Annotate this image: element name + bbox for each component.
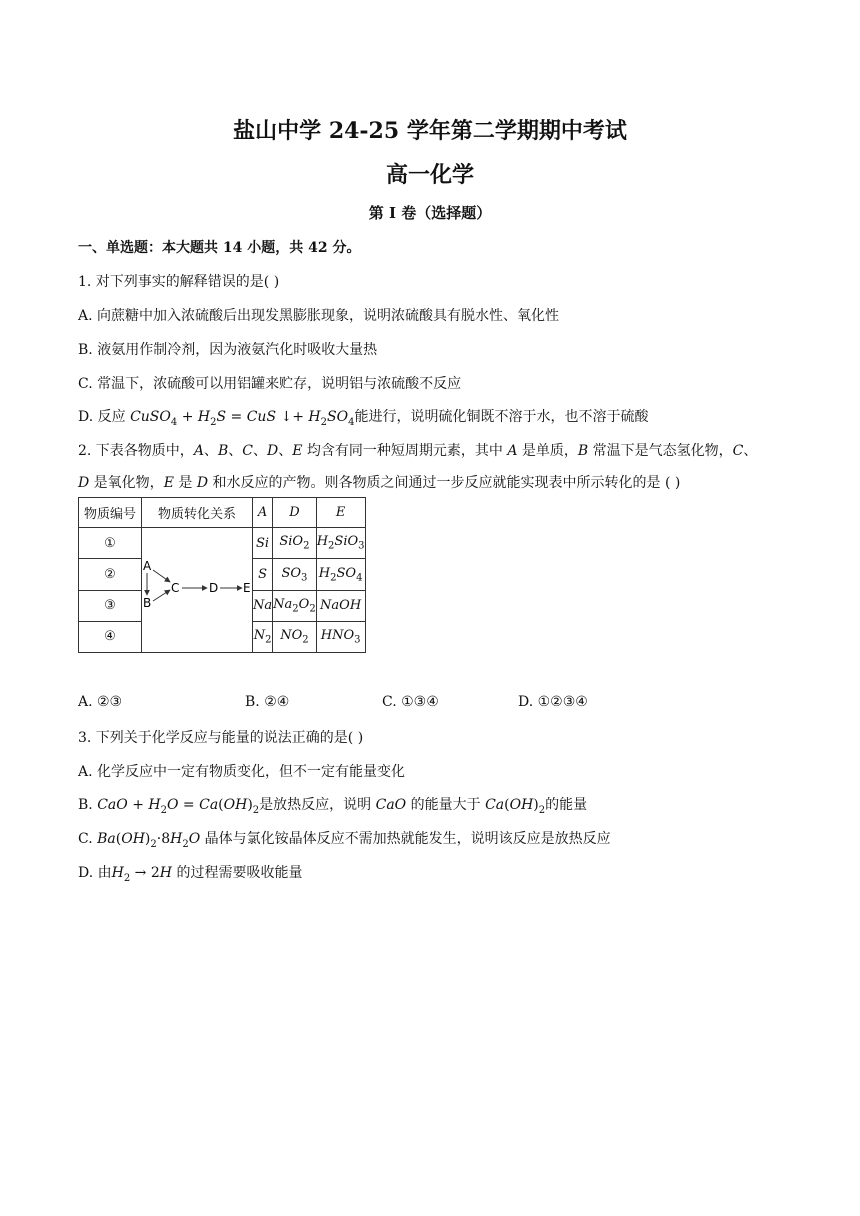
q2-stem-line2: D 是氧化物，E 是 D 和水反应的产物。则各物质之间通过一步反应就能实现表中所示转化的是 ( ): [78, 475, 681, 491]
exam-title: 盐山中学 24-25 学年第二学期期中考试: [233, 118, 627, 144]
diagram-b: B: [143, 596, 152, 610]
arrow-a-c: [153, 570, 170, 582]
q2-l1-mid2: 是单质，: [517, 443, 578, 459]
q2-l2-suffix: 和水反应的产物。则各物质之间通过一步反应就能实现表中所示转化的是 ( ): [208, 475, 681, 491]
q2-l2-mid: 是氧化物，: [89, 475, 164, 491]
header-id: 物质编号: [79, 498, 142, 528]
q3-option-c: C. $Ba(OH)_2\cdot 8H_2O$ 晶体与氯化铵晶体反应不需加热就能发生，说明该反应是放热反应: [78, 831, 611, 850]
volume-title: 第 I 卷（选择题）: [368, 204, 492, 222]
diagram-c: C: [171, 581, 180, 595]
row-a: Na: [253, 590, 273, 621]
q3-d-prefix: D. 由: [78, 865, 112, 881]
row-d: $SO_3$: [273, 559, 317, 590]
q2-l1-suffix: 常温下是气态氢化物，: [588, 443, 733, 459]
row-e: $HNO_3$: [316, 621, 365, 652]
q3-option-d: D. 由$H_2 \to 2H$ 的过程需要吸收能量: [78, 865, 303, 884]
row-e: $H_2SiO_3$: [316, 528, 365, 559]
row-d: $NO_2$: [273, 621, 317, 652]
q3-b-suffix: 的能量: [545, 797, 588, 813]
q2-option-b: B. ②④: [245, 694, 290, 710]
q2-l1-middle: 均含有同一种短周期元素，其中: [302, 443, 508, 459]
row-e: NaOH: [316, 590, 365, 621]
q3-c-suffix: 晶体与氯化铵晶体反应不需加热就能发生，说明该反应是放热反应: [200, 831, 611, 847]
q1-d-equation: CuSO$_4$ + $H_2S$ = CuS ↓+ $H_2SO_4$: [130, 409, 355, 428]
row-a: $N_2$: [253, 621, 273, 652]
section-heading: 一、单选题：本大题共 14 小题，共 42 分。: [78, 240, 361, 256]
diagram-d: D: [209, 581, 219, 595]
row-d: $Na_2O_2$: [273, 590, 317, 621]
q1-d-suffix: 能进行，说明硫化铜既不溶于水，也不溶于硫酸: [354, 409, 649, 425]
q2-l2-mid2: 是: [173, 475, 197, 491]
row-d: SiO$_2$: [273, 528, 317, 559]
row-a: S: [253, 559, 273, 590]
header-relation: 物质转化关系: [142, 498, 253, 528]
row-id: ②: [79, 559, 142, 590]
q2-option-d: D. ①②③④: [518, 694, 588, 710]
q2-stem-line1: 2. 下表各物质中，A、B、C、D、E 均含有同一种短周期元素，其中 A 是单质，B 常温下是气态氢化物，C、: [78, 443, 758, 459]
row-e: $H_2SO_4$: [316, 559, 365, 590]
q2-option-c: C. ①③④: [382, 694, 439, 710]
q1-d-prefix: D. 反应: [78, 409, 131, 425]
diagram-a: A: [143, 559, 152, 573]
arrow-b-c: [153, 590, 170, 601]
q1-option-a: A. 向蔗糖中加入浓硫酸后出现发黑膨胀现象，说明浓硫酸具有脱水性、氧化性: [78, 308, 560, 324]
header-a: A: [253, 498, 273, 528]
row-id: ③: [79, 590, 142, 621]
header-e: E: [316, 498, 365, 528]
q1-option-b: B. 液氨用作制冷剂，因为液氨汽化时吸收大量热: [78, 342, 378, 358]
q1-option-d: [78, 406, 648, 428]
q2-l1-prefix: 2. 下表各物质中，: [78, 443, 194, 459]
q2-option-a: A. ②③: [78, 694, 123, 710]
q3-b-mid1: 是放热反应，说明: [259, 797, 376, 813]
diagram-e: E: [243, 581, 251, 595]
table-header-row: [79, 498, 366, 528]
relation-diagram: [142, 528, 253, 653]
q3-d-suffix: 的过程需要吸收能量: [172, 865, 303, 881]
conversion-diagram: [142, 528, 252, 648]
q2-table: [78, 497, 366, 653]
q3-stem: 3. 下列关于化学反应与能量的说法正确的是( ): [78, 730, 364, 746]
q3-option-a: A. 化学反应中一定有物质变化，但不一定有能量变化: [78, 764, 406, 780]
q1-option-c: C. 常温下，浓硫酸可以用铝罐来贮存，说明铝与浓硫酸不反应: [78, 376, 462, 392]
row-a: Si: [253, 528, 273, 559]
header-d: D: [273, 498, 317, 528]
q3-option-b: B. CaO + $H_2O = Ca(OH)_2$是放热反应，说明 CaO 的能量大于 $Ca(OH)_2$的能量: [78, 797, 588, 816]
q1-stem: 1. 对下列事实的解释错误的是( ): [78, 274, 280, 290]
table-row: [79, 528, 366, 559]
q3-b-mid2: 的能量大于: [406, 797, 486, 813]
subject-title: 高一化学: [385, 162, 474, 188]
row-id: ④: [79, 621, 142, 652]
row-id: ①: [79, 528, 142, 559]
